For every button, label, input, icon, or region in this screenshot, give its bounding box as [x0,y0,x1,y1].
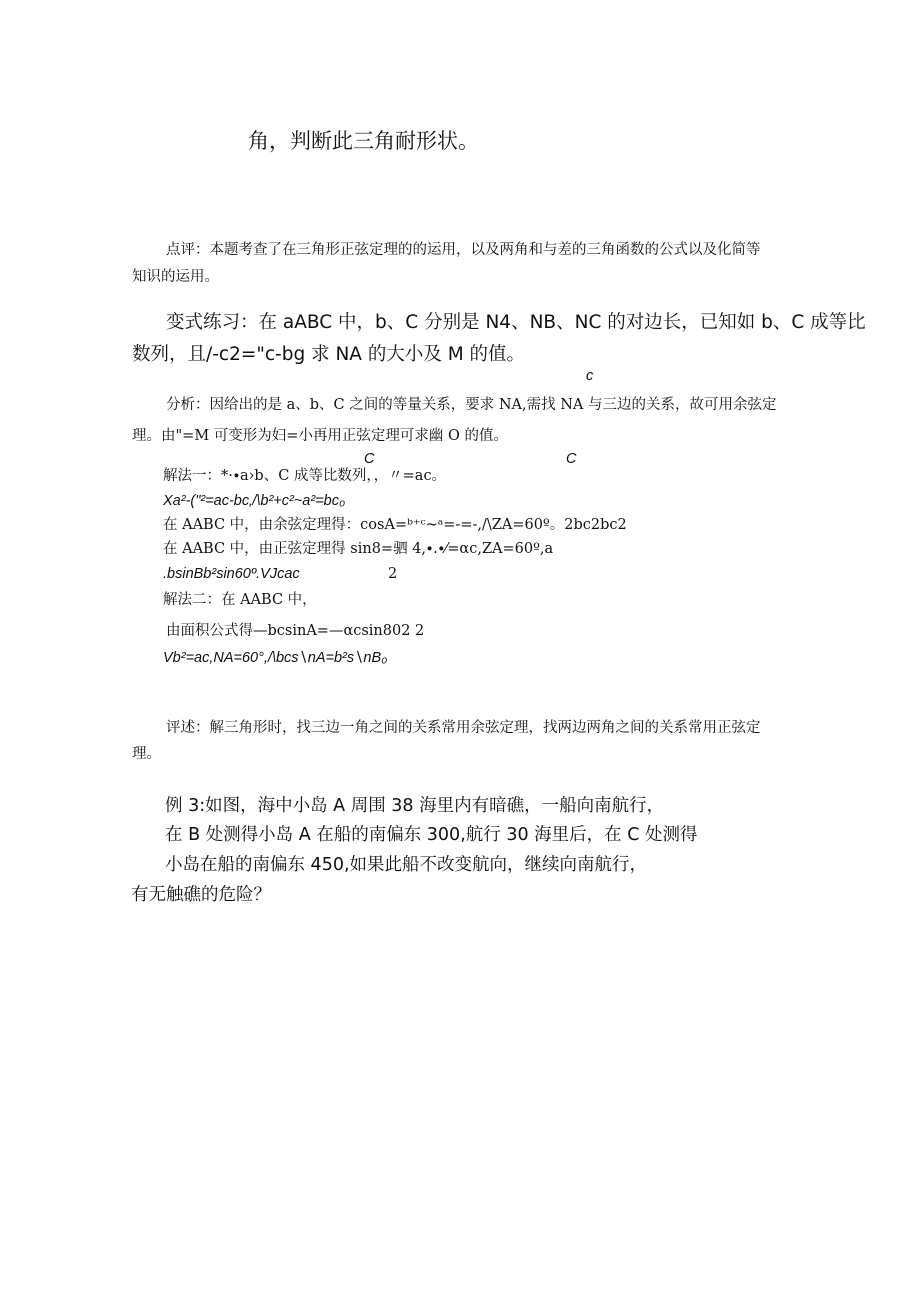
example3-line-1: 例 3:如图，海中小岛 A 周围 38 海里内有暗礁，一船向南航行， [165,796,665,816]
comment-line-1: 点评：本题考查了在三角形正弦定理的的运用，以及两角和与差的三角函数的公式以及化简等 [166,242,761,258]
example3-line-3: 小岛在船的南偏东 450,如果此船不改变航向，继续向南航行， [165,855,648,875]
stray-C-2: C [566,451,577,467]
comment-line-2: 知识的运用。 [132,269,219,285]
example3-line-2: 在 B 处测得小岛 A 在船的南偏东 300,航行 30 海里后，在 C 处测得 [165,825,698,845]
stray-c-1: c [586,368,594,384]
solution1-line-2: Xa²-("²=ac-bc‚/\b²+c²~a²=bc₀ [163,493,346,509]
review-line-2: 理。 [132,746,161,762]
heading-tail: 角，判断此三角耐形状。 [248,129,479,153]
solution2-line-2: 由面积公式得—bcsinA=—αcsin802 2 [166,623,425,639]
solution1-line-4: 在 AABC 中，由正弦定理得 sin8=驷 4,∙.∙⁄=αc,ZA=60º,a [163,541,554,557]
analysis-line-2: 理。由"=M 可变形为妇=小再用正弦定理可求幽 O 的值。 [132,428,509,444]
solution2-line-1: 解法二：在 AABC 中， [163,592,317,608]
review-line-1: 评述：解三角形时，找三边一角之间的关系常用余弦定理，找两边两角之间的关系常用正弦定 [166,720,761,736]
solution1-line-5-number: 2 [388,566,398,582]
variant-line-1: 变式练习：在 aABC 中，b、C 分别是 N4、NB、NC 的对边长，已知如 b、C 成等比 [166,312,866,333]
stray-C-1: C [364,451,375,467]
solution1-line-5: .bsinBb²sin60º.VJcac [163,566,300,582]
variant-line-2: 数列，且/-c2="c-bg 求 NA 的大小及 M 的值。 [132,344,526,365]
solution2-line-3: Vb²=ac,NA=60°,/\bcs∖nA=b²s∖nB₀ [163,650,388,666]
solution1-line-3: 在 AABC 中，由余弦定理得：cosA=ᵇ⁺ᶜ~ᵃ=-=-,/\ZA=60º。2bc2bc2 [163,517,627,533]
example3-line-4: 有无触礁的危险？ [131,885,271,905]
solution1-line-1: 解法一：*·∙a›b、C 成等比数列，，〃=ac。 [163,468,447,484]
analysis-line-1: 分析：因给出的是 a、b、C 之间的等量关系，要求 NA,需找 NA 与三边的关系，故可用余弦定 [166,397,777,413]
